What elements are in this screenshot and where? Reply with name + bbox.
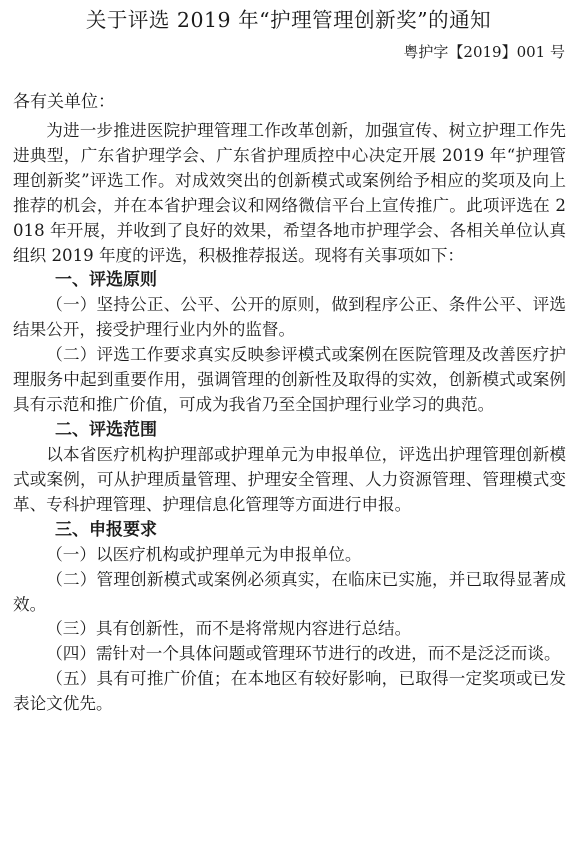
section-heading: 一、评选原则 (55, 270, 157, 291)
intro-paragraph: 为进一步推进医院护理管理工作改革创新，加强宣传、树立护理工作先进典型，广东省护理学会、广东省护理质控中心决定开展 2019 年“护理管理创新奖”评选工作。对成效突出的创新模式或案例给予相应的奖项及向上推荐的机会，并在本省护理会议和网络微信平台上宣传推广。此项评选在 2018 年开展，并收到了良好的效果，希望各地市护理学会、各相关单位认真组织 2019 年度的评选，积极推荐报送。现将有关事项如下： (13, 121, 566, 265)
section-heading: 三、申报要求 (55, 519, 157, 540)
salutation: 各有关单位： (13, 92, 115, 112)
section-heading: 二、评选范围 (55, 419, 157, 440)
section-scope (13, 418, 566, 518)
section-paragraph: （一）以医疗机构或护理单元为申报单位。 (46, 544, 362, 564)
section-paragraph: 以本省医疗机构护理部或护理单元为申报单位，评选出护理管理创新模式或案例，可从护理质量管理、护理安全管理、人力资源管理、管理模式变革、专科护理管理、护理信息化管理等方面进行申报。 (13, 444, 566, 514)
document-title: 关于评选 2019 年“护理管理创新奖”的通知 (85, 8, 492, 32)
section-paragraph: （三）具有创新性，而不是将常规内容进行总结。 (46, 619, 412, 639)
section-paragraph: （二）评选工作要求真实反映参评模式或案例在医院管理及改善医疗护理服务中起到重要作用，强调管理的创新性及取得的实效，创新模式或案例具有示范和推广价值，可成为我省乃至全国护理行业学习的典范。 (13, 345, 566, 415)
section-paragraph: （五）具有可推广价值；在本地区有较好影响，已取得一定奖项或已发表论文优先。 (13, 669, 566, 714)
document-number: 粤护字【2019】001 号 (403, 43, 565, 61)
section-principles (13, 268, 566, 418)
document-body (13, 90, 566, 717)
section-requirements (13, 518, 566, 717)
section-paragraph: （二）管理创新模式或案例必须真实，在临床已实施，并已取得显著成效。 (13, 569, 566, 614)
section-paragraph: （一）坚持公正、公平、公开的原则，做到程序公正、条件公平、评选结果公开，接受护理行业内外的监督。 (13, 295, 566, 340)
section-paragraph: （四）需针对一个具体问题或管理环节进行的改进，而不是泛泛而谈。 (46, 644, 561, 664)
